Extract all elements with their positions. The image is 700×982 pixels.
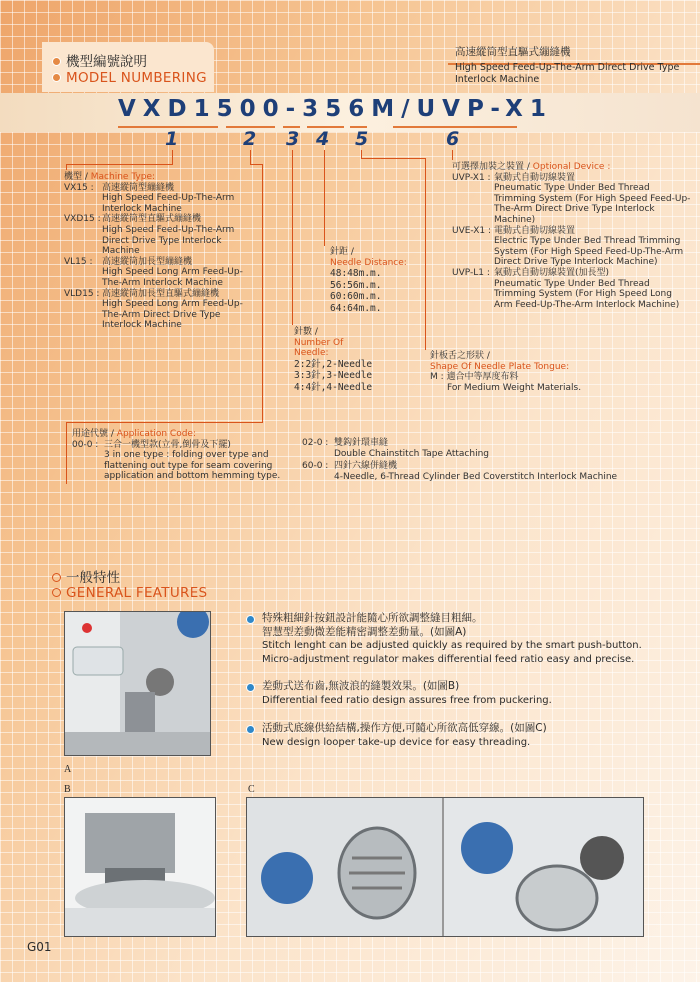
marker-2: 2	[243, 128, 257, 150]
section-title-zh: 機型編號說明	[52, 50, 147, 70]
features-title-zh: 一般特性	[52, 566, 120, 586]
connector-2	[250, 150, 251, 164]
machine-type-item: VX15 : 高速縱筒型繃縫機 High Speed Feed-Up-The-Arm Interlock Machine	[64, 182, 235, 214]
product-title-zh: 高速縱筒型直驅式繃縫機	[455, 46, 571, 58]
connector-2h	[250, 164, 262, 165]
needle-distance-block: 針距 / Needle Distance: 48:48m.m. 56:56m.m. 60:60m.m. 64:64m.m.	[330, 247, 407, 314]
connector-2v2	[66, 422, 67, 484]
bullet-icon	[246, 725, 255, 734]
features-title-en: GENERAL FEATURES	[52, 585, 207, 601]
application-item: 02-0 : 雙鈎針環車縫 Double Chainstitch Tape Attaching	[302, 438, 489, 459]
tongue-block: 針板舌之形狀 / Shape Of Needle Plate Tongue: M : 適合中等厚度布料 For Medium Weight Materials.	[430, 351, 582, 393]
machine-type-item: VXD15 : 高速縱筒型直驅式繃縫機 High Speed Feed-Up-The-Arm Direct Drive Type Interlock Machine	[64, 214, 235, 257]
bullet-dot-icon	[52, 57, 61, 66]
photo-b	[64, 797, 216, 937]
machine-type-item: VLD15 : 高速縱筒加長型直驅式繃縫機 High Speed Long Arm Feed-Up-The-Arm Direct Drive Type Interlock Machine	[64, 288, 243, 331]
model-code: VXD1500-356M/UVP-X1	[118, 96, 553, 122]
feature-item: 差動式送布齒,無波浪的縫製效果。(如圖B) Differential feed ratio design assures free from puckering.	[246, 680, 686, 707]
connector-3	[292, 150, 293, 325]
photo-a	[64, 611, 211, 756]
machine-photo-c-icon	[247, 798, 644, 937]
bullet-dot-icon	[52, 588, 61, 597]
bullet-icon	[246, 615, 255, 624]
connector-1h	[66, 164, 173, 165]
optional-device-block: 可選擇加裝之裝置 / Optional Device : UVP-X1 : 氣動式自動切線裝置 Pneumatic Type Under Bed Thread Trimming System (For High Speed Feed-Up-The-Arm Direct Drive Type Interlock Machine) UVE-X1 : 電動式自動切線裝置 Electric Type Under Bed Thread Trimming System (For High Speed Feed-Up-The-Arm Direct Drive Type Interlock Machine) UVP-L1 : 氣動式自動切線裝置(加長型) Pneumatic Type Under Bed Thread Trimming System (For High Speed Long Arm Feed-Up-The-Arm Interlock Machine)	[452, 162, 691, 310]
connector-4	[324, 150, 325, 246]
bullet-dot-icon	[52, 573, 61, 582]
marker-4: 4	[316, 128, 330, 150]
machine-type-item: VL15 : 高速縱筒加長型繃縫機 High Speed Long Arm Feed-Up-The-Arm Interlock Machine	[64, 256, 243, 288]
connector-1	[172, 150, 173, 164]
connector-5	[361, 150, 362, 158]
feature-item: 活動式底線供給結構,操作方便,可隨心所欲高低穿線。(如圖C) New design looper take-up device for easy threading.	[246, 722, 686, 749]
page-number: G01	[27, 940, 52, 954]
product-title-en: High Speed Feed-Up-The-Arm Direct Drive Type Interlock Machine	[455, 62, 680, 85]
marker-1: 1	[165, 128, 179, 150]
photo-label-a: A	[64, 764, 72, 775]
connector-5h	[361, 158, 425, 159]
connector-1v	[66, 164, 67, 170]
connector-6	[452, 150, 453, 160]
marker-5: 5	[355, 128, 369, 150]
needle-count-block: 針數 / Number Of Needle: 2:2針,2-Needle 3:3針,3-Needle 4:4針,4-Needle	[294, 327, 373, 393]
feature-item: 特殊粗細針按鈕設計能隨心所欲調整縫目粗細。 智慧型差動微差能精密調整差動量。(如圖A) Stitch lenght can be adjusted quickly as required by the smart push-button. Micro-adjustment regulator makes differential feed ratio easy and precise.	[246, 612, 686, 666]
photo-c	[246, 797, 644, 937]
bullet-icon	[246, 683, 255, 692]
connector-2v	[262, 164, 263, 422]
machine-photo-b-icon	[65, 798, 216, 937]
application-block: 用途代號 / Application Code: 00-0 : 三合一機型款(立骨,倒骨及下擺) 3 in one type : folding over type and flattening out type for seam covering application and bottom hemming type.	[72, 429, 292, 482]
machine-type-block: 機型 / Machine Type: VX15 : 高速縱筒型繃縫機 High Speed Feed-Up-The-Arm Interlock Machine VXD15 : 高速縱筒型直驅式繃縫機 High Speed Feed-Up-The-Arm Direct Drive Type Interlock Machine VL15 : 高速縱筒加長型繃縫機 High Speed Long Arm Feed-Up-The-Arm Interlock Machine VLD15 : 高速縱筒加長型直驅式繃縫機 High Speed Long Arm Feed-Up-The-Arm Direct Drive Type Interlock Machine	[64, 172, 254, 331]
bullet-dot-icon	[52, 73, 61, 82]
optional-item: UVP-X1 : 氣動式自動切線裝置 Pneumatic Type Under Bed Thread Trimming System (For High Speed Feed-Up-The-Arm Direct Drive Type Interlock Machine)	[452, 172, 691, 225]
application-block-2	[302, 438, 642, 482]
marker-3: 3	[286, 128, 300, 150]
optional-item: UVE-X1 : 電動式自動切線裝置 Electric Type Under Bed Thread Trimming System (For High Speed Feed-Up-The-Arm Direct Drive Type Interlock Machine)	[452, 225, 684, 268]
section-title-en: MODEL NUMBERING	[52, 70, 207, 86]
photo-label-c: C	[248, 784, 255, 795]
photo-label-b: B	[64, 784, 71, 795]
machine-photo-a-icon	[65, 612, 211, 756]
connector-2h2	[66, 422, 263, 423]
marker-6: 6	[446, 128, 460, 150]
optional-item: UVP-L1 : 氣動式自動切線裝置(加長型) Pneumatic Type Under Bed Thread Trimming System (For High Speed Long Arm Feed-Up-The-Arm Interlock Machine)	[452, 267, 680, 310]
application-item: 00-0 : 三合一機型款(立骨,倒骨及下擺) 3 in one type : folding over type and flattening out type for seam covering application and bottom hemming type.	[72, 439, 281, 482]
application-item: 60-0 : 四針六線併縫機 4-Needle, 6-Thread Cylinder Bed Coverstitch Interlock Machine	[302, 461, 618, 482]
